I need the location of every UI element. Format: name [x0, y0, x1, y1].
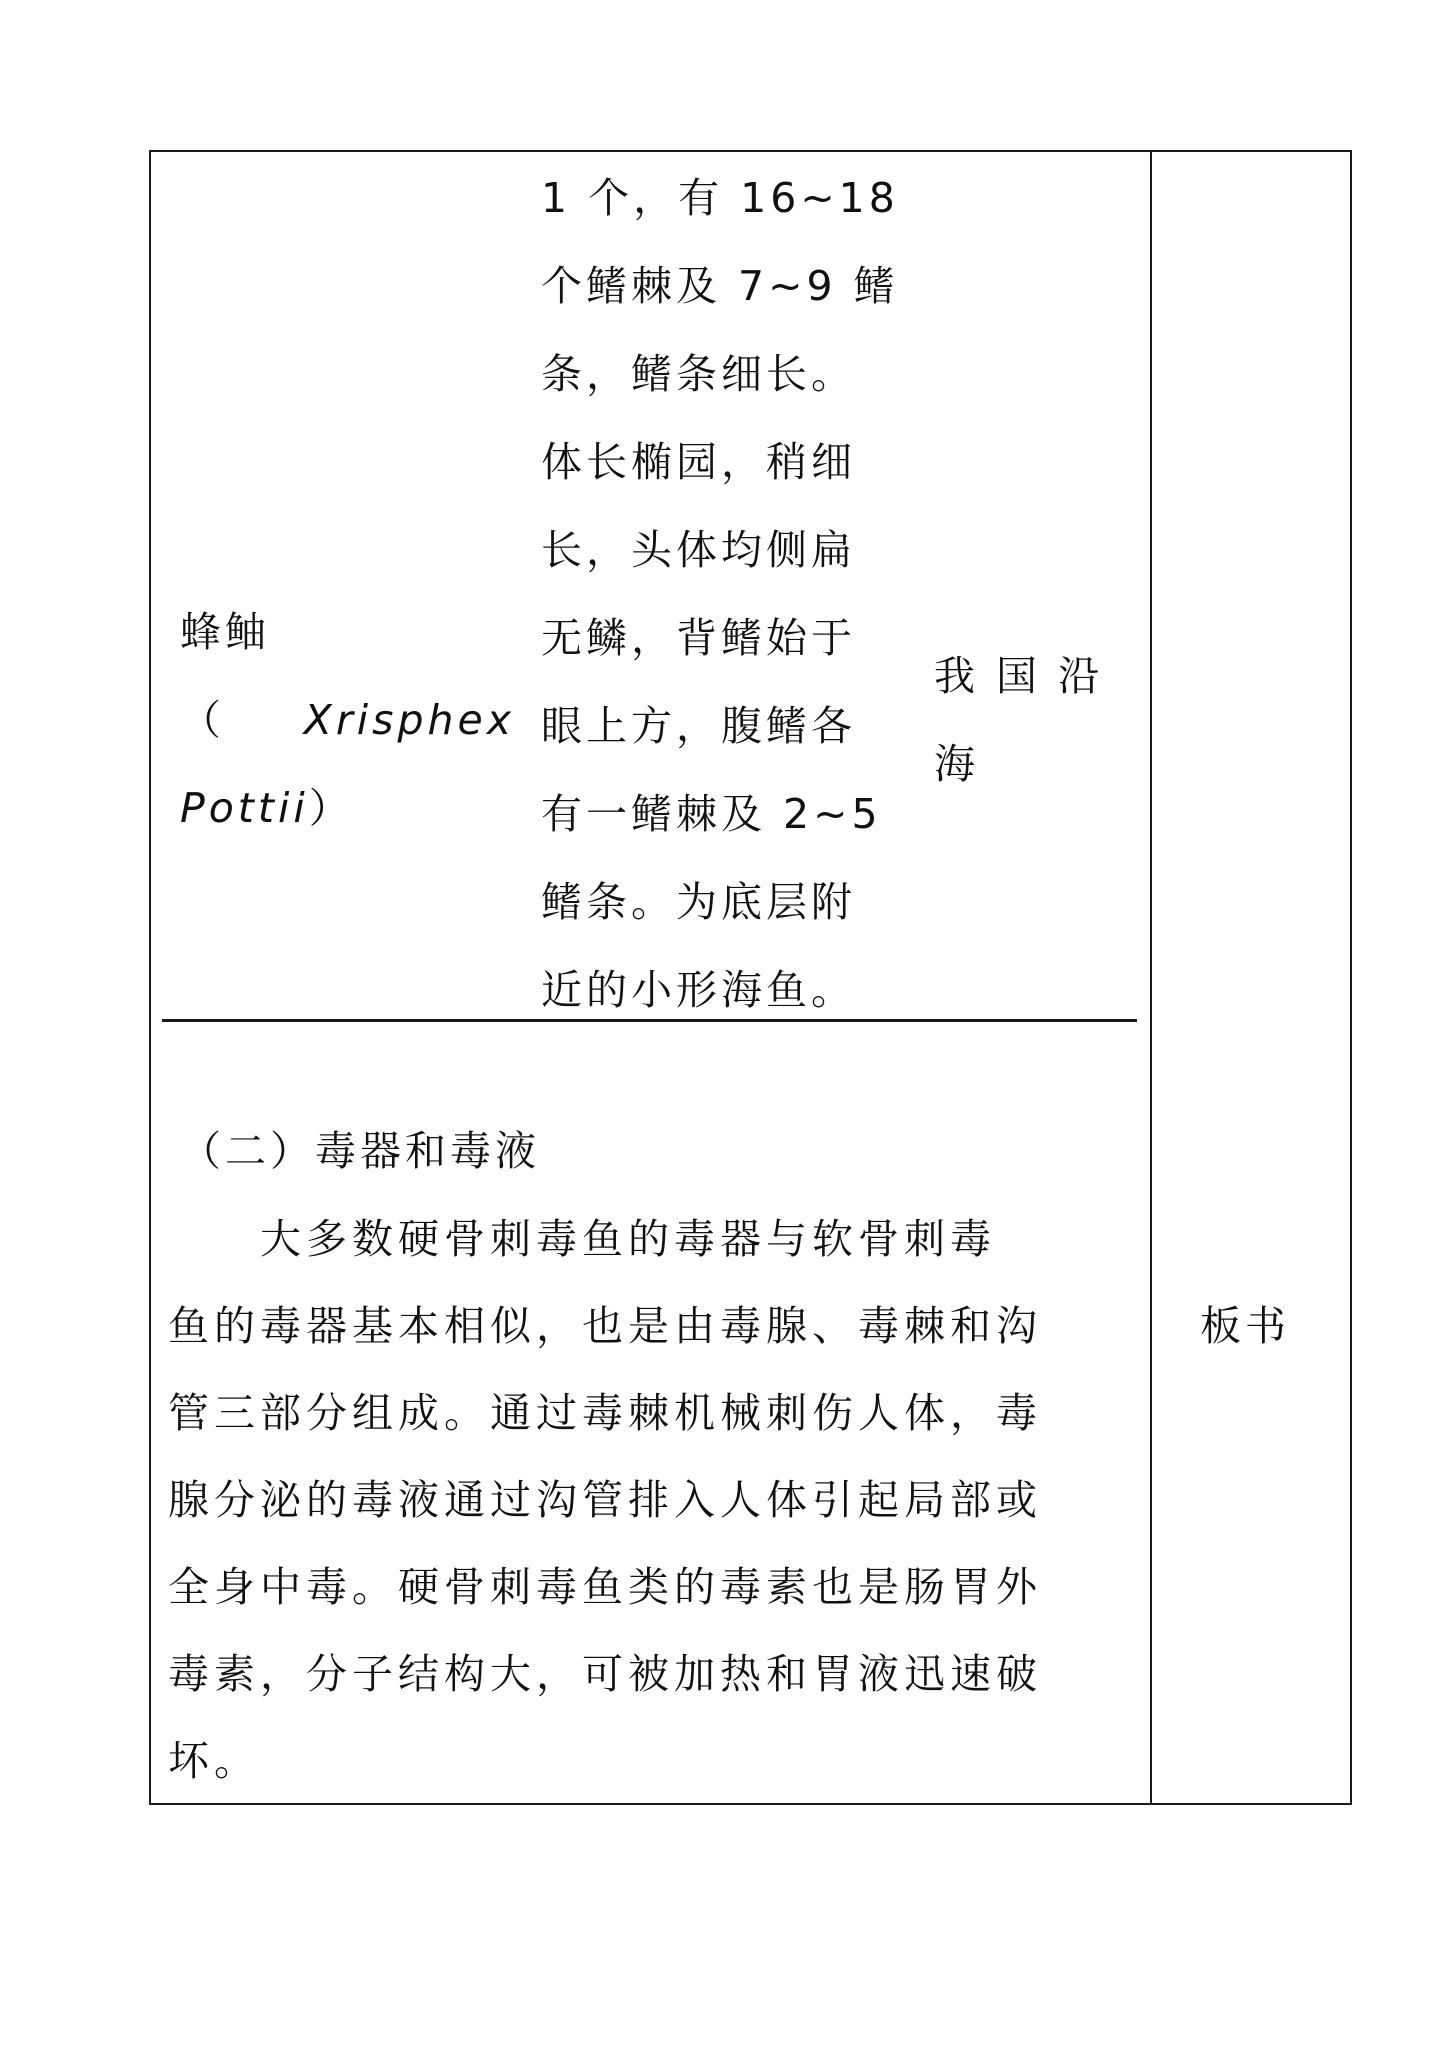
description-line: 条，鳍条细长。: [541, 350, 856, 398]
table-border-top: [149, 150, 1352, 152]
paragraph-line: 腺分泌的毒液通过沟管排入人体引起局部或: [168, 1476, 1042, 1524]
species-name-cell: [180, 588, 515, 852]
side-note: 板书: [1200, 1302, 1290, 1350]
description-line: 近的小形海鱼。: [541, 966, 856, 1014]
column-divider: [1150, 150, 1152, 1805]
description-line: 个鳍棘及 7~9 鳍: [541, 262, 899, 310]
paren-open: （: [180, 696, 225, 744]
distribution-line: 海: [934, 740, 979, 788]
distribution-cell: [934, 632, 1134, 808]
section-paragraph: [168, 1196, 1148, 1805]
species-latin-line-1: [180, 676, 515, 764]
section-heading: （二）毒器和毒液: [180, 1127, 540, 1175]
description-line: 1 个，有 16~18: [541, 174, 899, 222]
description-line: 长，头体均侧扁: [541, 526, 856, 574]
species-description-cell: [541, 154, 921, 1034]
species-chinese-name: 蜂鲉: [180, 608, 270, 656]
distribution-line: 我 国 沿: [934, 652, 1104, 700]
species-latin-line-2: [180, 764, 515, 852]
paren-close: ）: [308, 784, 354, 832]
paragraph-line: 鱼的毒器基本相似，也是由毒腺、毒棘和沟: [168, 1302, 1042, 1350]
species-latin-epithet: Pottii: [180, 784, 309, 832]
description-line: 眼上方，腹鳍各: [541, 702, 856, 750]
paragraph-line: 坏。: [168, 1737, 260, 1785]
table-border-left: [149, 150, 151, 1805]
species-latin-genus: Xrisphex: [303, 696, 515, 744]
description-line: 无鳞，背鳍始于: [541, 614, 856, 662]
description-line: 体长椭园，稍细: [541, 438, 856, 486]
paragraph-line: 管三部分组成。通过毒棘机械刺伤人体，毒: [168, 1389, 1042, 1437]
paragraph-line: 大多数硬骨刺毒鱼的毒器与软骨刺毒: [168, 1215, 996, 1263]
description-line: 有一鳍棘及 2~5: [541, 790, 882, 838]
paragraph-line: 毒素，分子结构大，可被加热和胃液迅速破: [168, 1650, 1042, 1698]
paragraph-line: 全身中毒。硬骨刺毒鱼类的毒素也是肠胃外: [168, 1563, 1042, 1611]
table-border-right: [1350, 150, 1352, 1805]
description-line: 鳍条。为底层附: [541, 878, 856, 926]
